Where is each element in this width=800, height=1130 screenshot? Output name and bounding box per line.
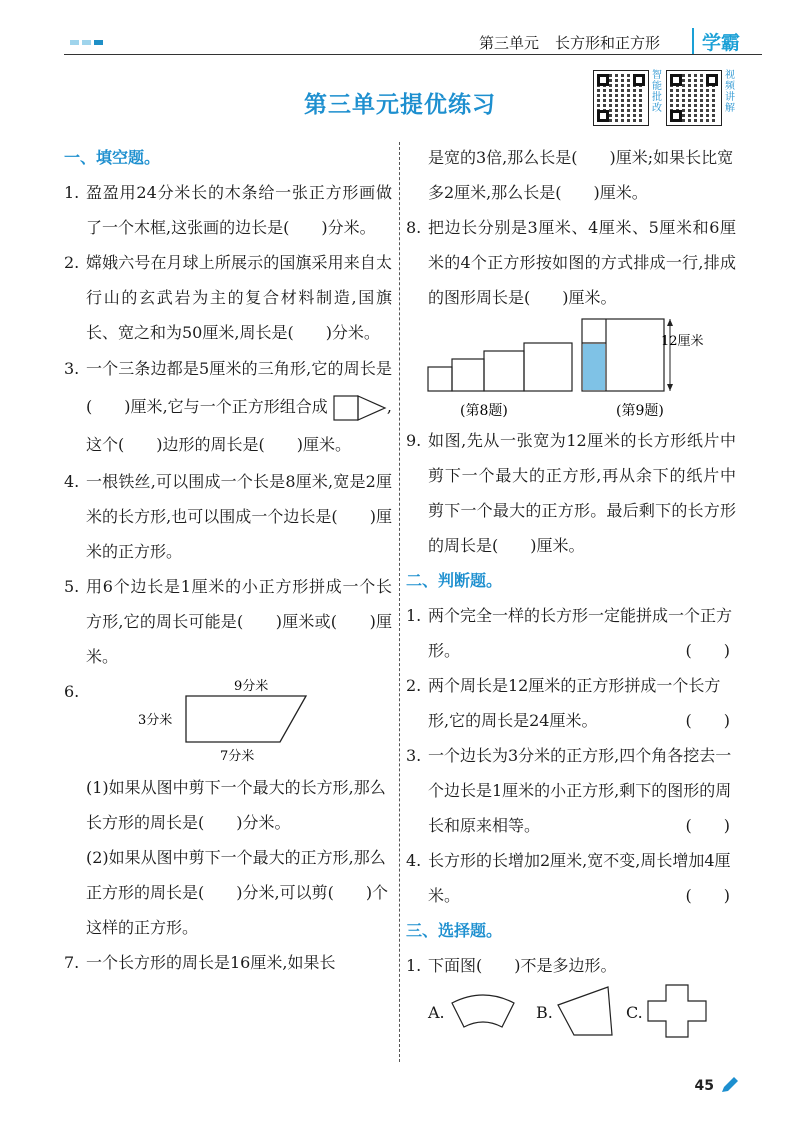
qr-code-grading[interactable] (593, 70, 649, 126)
question-7-start: 7. 一个长方形的周长是16厘米,如果长 (64, 953, 336, 972)
trapezoid-figure (122, 676, 362, 766)
figure-8-caption: (第8题) (460, 403, 508, 419)
question-2: 2. 嫦娥六号在月球上所展示的国旗采用来自太行山的玄武岩为主的复合材料制造,国旗长、宽之和为50厘米,周长是( )分米。 (64, 253, 392, 342)
section-fill-heading: 一、填空题。 (64, 148, 161, 167)
figure-9-caption: (第9题) (616, 403, 664, 419)
qr-caption-video: 视频讲解 (725, 70, 735, 114)
option-c-label[interactable]: C. (626, 1003, 643, 1022)
square-triangle-shape (333, 395, 387, 421)
trapezoid-left-label: 3分米 (138, 713, 173, 728)
judge-3: 3. 一个边长为3分米的正方形,四个角各挖去一个边长是1厘米的小正方形,剩下的图形的周长和原来相等。 ( ) (406, 738, 736, 843)
question-8: 8. 把边长分别是3厘米、4厘米、5厘米和6厘米的4个正方形按如图的方式排成一行,排成的图形周长是( )厘米。 (406, 218, 736, 307)
option-a-fan-shape[interactable] (448, 989, 518, 1035)
header-decoration (70, 40, 103, 45)
section-choice-heading: 三、选择题。 (406, 921, 503, 940)
question-6: 6. 9分米 3分米 7分米 (64, 674, 392, 770)
column-divider (399, 142, 400, 1062)
option-b-quadrilateral[interactable] (554, 983, 620, 1039)
qr-caption-grading: 智能批改 (652, 70, 662, 114)
option-b-label[interactable]: B. (536, 1003, 553, 1022)
trapezoid-top-label: 9分米 (234, 679, 269, 694)
question-6-part-2: (2)如果从图中剪下一个最大的正方形,那么正方形的周长是( )分米,可以剪( )个这样的正方形。 (86, 848, 389, 937)
judge-4-answer[interactable]: ( ) (685, 886, 730, 905)
qr-code-video[interactable] (666, 70, 722, 126)
brand-logo: 学霸 (692, 28, 740, 55)
header-rule (64, 54, 762, 55)
judge-1: 1. 两个完全一样的长方形一定能拼成一个正方形。 ( ) (406, 598, 736, 668)
judge-2-answer[interactable]: ( ) (685, 711, 730, 730)
judge-1-answer[interactable]: ( ) (685, 641, 730, 660)
question-6-part-1: (1)如果从图中剪下一个最大的长方形,那么长方形的周长是( )分米。 (86, 778, 386, 832)
question-5: 5. 用6个边长是1厘米的小正方形拼成一个长方形,它的周长可能是( )厘米或( )厘米。 (64, 577, 392, 666)
question-4: 4. 一根铁丝,可以围成一个长是8厘米,宽是2厘米的长方形,也可以围成一个边长是( )厘米的正方形。 (64, 472, 392, 561)
judge-3-answer[interactable]: ( ) (685, 816, 730, 835)
question-3: 3. 一个三条边都是5厘米的三角形,它的周长是( )厘米,它与一个正方形组合成 ,这个( )边形的周长是( )厘米。 (64, 359, 392, 454)
option-a-label[interactable]: A. (428, 1003, 445, 1022)
page-title: 第三单元提优练习 (304, 92, 496, 118)
question-9: 9. 如图,先从一张宽为12厘米的长方形纸片中剪下一个最大的正方形,再从余下的纸片中剪下一个最大的正方形。最后剩下的长方形的周长是( )厘米。 (406, 431, 736, 555)
choice-1: 1. 下面图( )不是多边形。 (406, 956, 617, 975)
option-c-cross-shape[interactable] (646, 983, 710, 1041)
judge-2: 2. 两个周长是12厘米的正方形拼成一个长方形,它的周长是24厘米。 ( ) (406, 668, 736, 738)
figure-9-width-label: 12厘米 (661, 334, 704, 349)
left-column (64, 140, 392, 980)
header-unit: 第三单元 (478, 34, 539, 52)
question-7-continued: 是宽的3倍,那么长是( )厘米;如果长比宽多2厘米,那么长是( )厘米。 (428, 148, 734, 202)
header-unit-topic (479, 32, 660, 53)
pencil-icon (720, 1076, 740, 1094)
header-topic: 长方形和正方形 (554, 34, 660, 52)
question-1: 1. 盈盈用24分米长的木条给一张正方形画做了一个木框,这张画的边长是( )分米。 (64, 183, 392, 237)
right-column (406, 140, 736, 1043)
trapezoid-bottom-label: 7分米 (220, 749, 255, 764)
figures-8-9 (406, 315, 736, 423)
figures-svg (406, 315, 736, 423)
judge-4: 4. 长方形的长增加2厘米,宽不变,周长增加4厘米。 ( ) (406, 843, 736, 913)
section-judge-heading: 二、判断题。 (406, 571, 503, 590)
page-number: 45 (694, 1078, 714, 1094)
choice-1-options (406, 983, 736, 1043)
